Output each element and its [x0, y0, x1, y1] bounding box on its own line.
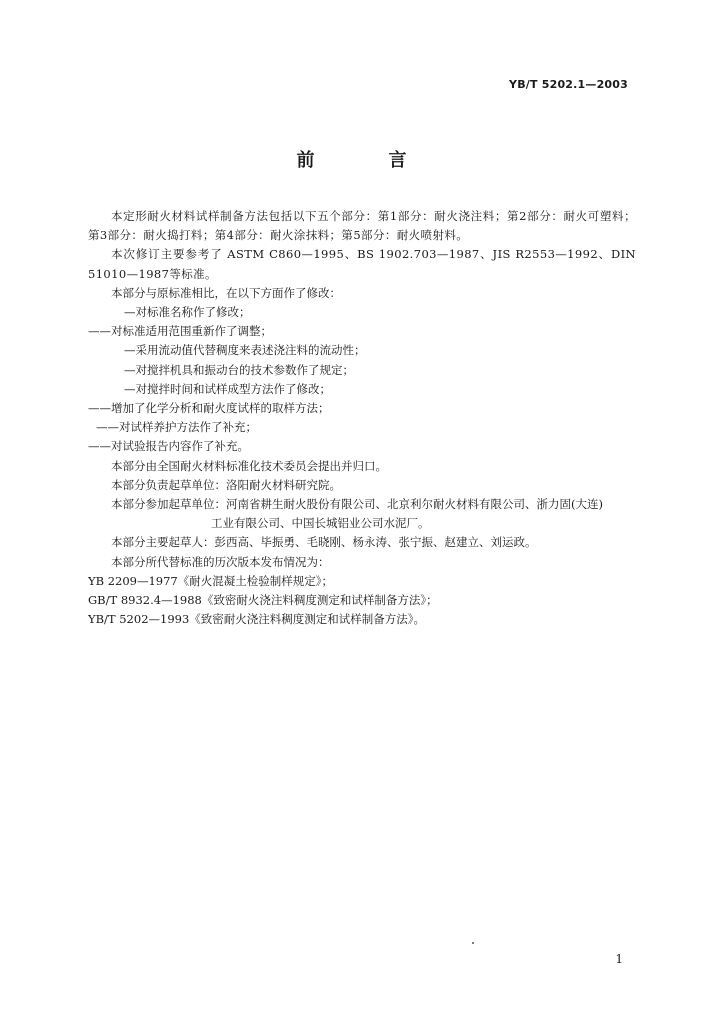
drafters-paragraph: 本部分主要起草人：彭西高、毕振勇、毛晓刚、杨永涛、张宁振、赵建立、刘运政。 — [111, 535, 537, 550]
references-paragraph: 本次修订主要参考了 ASTM C860—1995、BS 1902.703—1987、JIS R2553—1992、DIN 51010—1987等标准。 — [88, 247, 636, 281]
history-item: YB 2209—1977《耐火混凝土检验制样规定》； — [88, 573, 333, 588]
scan-speck — [472, 942, 474, 944]
change-item: —采用流动值代替稠度来表述浇注料的流动性； — [124, 343, 366, 358]
document-body — [88, 207, 636, 629]
change-item: —对搅拌机具和振动台的技术参数作了规定； — [124, 362, 354, 377]
drafting-unit-paragraph: 本部分负责起草单位：洛阳耐火材料研究院。 — [111, 477, 341, 492]
change-item: ——对标准适用范围重新作了调整； — [88, 324, 272, 339]
page-number: 1 — [615, 952, 623, 966]
change-item: ——对试验报告内容作了补充。 — [88, 439, 249, 454]
change-item: —对搅拌时间和试样成型方法作了修改； — [124, 381, 331, 396]
change-item: —对标准名称作了修改； — [124, 305, 251, 320]
participating-units-paragraph: 本部分参加起草单位：河南省耕生耐火股份有限公司、北京利尔耐火材料有限公司、浙力固(大连) — [111, 497, 603, 512]
history-item: YB/T 5202—1993《致密耐火浇注料稠度测定和试样制备方法》。 — [88, 612, 426, 627]
standard-number: YB/T 5202.1—2003 — [509, 78, 628, 91]
participating-units-continuation: 工业有限公司、中国长城铝业公司水泥厂。 — [211, 516, 430, 531]
change-item: ——对试样养护方法作了补充； — [96, 420, 257, 435]
history-intro: 本部分所代替标准的历次版本发布情况为： — [111, 554, 330, 569]
page-title: 前 言 — [296, 150, 435, 171]
changes-intro: 本部分与原标准相比，在以下方面作了修改： — [111, 285, 341, 300]
change-item: ——增加了化学分析和耐火度试样的取样方法； — [88, 401, 330, 416]
proposer-paragraph: 本部分由全国耐火材料标准化技术委员会提出并归口。 — [111, 458, 387, 473]
history-item: GB/T 8932.4—1988《致密耐火浇注料稠度测定和试样制备方法》； — [88, 593, 438, 608]
scope-paragraph: 本定形耐火材料试样制备方法包括以下五个部分：第1部分：耐火浇注料；第2部分：耐火可塑料；第3部分：耐火捣打料；第4部分：耐火涂抹料；第5部分：耐火喷射料。 — [88, 209, 636, 243]
